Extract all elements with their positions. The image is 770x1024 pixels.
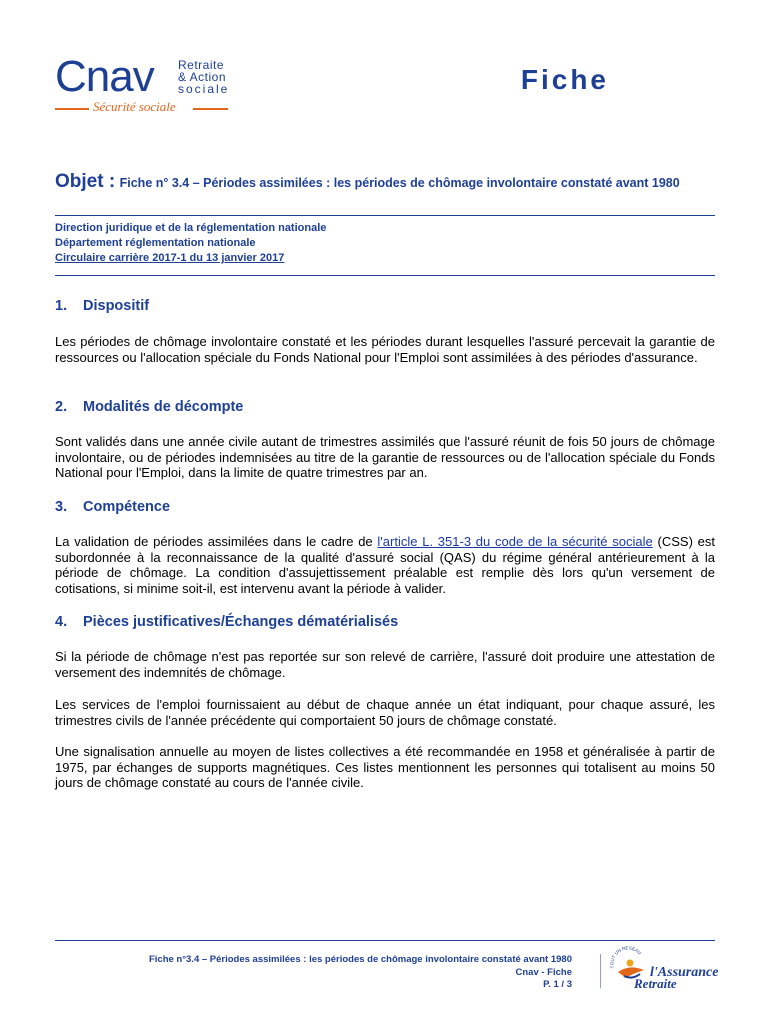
section-1-paragraph: Les périodes de chômage involontaire constaté et les périodes durant lesquelles l'assuré percevait la garantie de ressources ou l'allocation spéciale du Fonds National pour l'Emploi sont assimilées à des périodes d'assurance. [55, 334, 715, 365]
direction-line-1: Direction juridique et de la réglementation nationale [55, 222, 327, 234]
section-3-heading [55, 499, 170, 515]
footer-line-2: Cnav - Fiche [515, 966, 572, 978]
section-number: 3. [55, 499, 68, 515]
paragraph-text: La validation de périodes assimilées dans le cadre de [55, 534, 378, 549]
section-4-paragraph-1: Si la période de chômage n'est pas reportée sur son relevé de carrière, l'assuré doit produire une attestation de versement des indemnités de chômage. [55, 649, 715, 680]
section-4-heading [55, 614, 398, 630]
section-4-paragraph-3: Une signalisation annuelle au moyen de listes collectives a été recommandée en 1958 et généralisée à partir de 1975, par échanges de supports magnétiques. Ces listes mentionnent les personnes qui totalisent au moins 50 jours de chômage constaté au cours de l'année civile. [55, 744, 715, 791]
logo-brand: Cnav [55, 52, 154, 101]
section-title: Pièces justificatives/Échanges dématérialisés [83, 614, 399, 630]
section-title: Compétence [83, 499, 171, 515]
logo-line-right [193, 108, 228, 110]
section-number: 2. [55, 399, 68, 415]
footer-line-1: Fiche n°3.4 – Périodes assimilées : les périodes de chômage involontaire constaté avant 1980 [148, 954, 572, 965]
circulaire-link[interactable]: Circulaire carrière 2017-1 du 13 janvier 2017 [55, 252, 285, 264]
objet-text: Fiche n° 3.4 – Périodes assimilées : les périodes de chômage involontaire constaté avant 1980 [119, 176, 680, 190]
section-1-heading [55, 298, 149, 314]
paragraph-text: (CSS) est subordonnée à la reconnaissance de la qualité d'assuré social (QAS) du régime général antérieurement à la période de chômage. La condition d'assujettissement préalable est remplie dès lors qu'un versement de cotisations, si minime soit-il, est intervenu avant la période à valider. [55, 534, 715, 596]
footer-divider [55, 940, 715, 941]
section-3-paragraph [55, 534, 715, 596]
logo-text-1: l'Assurance [650, 965, 719, 980]
direction-line-2: Département réglementation nationale [55, 237, 256, 249]
section-2-paragraph: Sont validés dans une année civile autant de trimestres assimilés que l'assuré réunit de fois 50 jours de chômage involontaire, ou de périodes indemnisées au titre de la garantie de ressources ou de l'allocation spéciale du Fonds National pour l'Emploi, dans la limite de quatre trimestres par an. [55, 434, 715, 481]
section-title: Dispositif [83, 298, 150, 314]
footer-page-number: P. 1 / 3 [543, 979, 572, 990]
direction-block [55, 221, 326, 266]
section-number: 4. [55, 614, 68, 630]
logo-tagline-3: sociale [178, 82, 230, 96]
section-number: 1. [55, 298, 68, 314]
assurance-retraite-logo [600, 946, 730, 996]
cnav-logo [55, 52, 245, 120]
logo-arc-text-path: TOUT UN RÉSEAU [609, 946, 643, 969]
logo-subtitle: Sécurité sociale [93, 99, 176, 114]
objet-block [55, 171, 715, 192]
logo-tagline-2: & Action [178, 70, 227, 84]
section-2-heading [55, 399, 243, 415]
logo-tagline-1: Retraite [178, 58, 225, 72]
section-title: Modalités de décompte [83, 399, 244, 415]
direction-divider [55, 275, 715, 276]
objet-divider [55, 215, 715, 216]
document-type-title: Fiche [520, 64, 609, 95]
logo-line-left [55, 108, 89, 110]
objet-label: Objet : [55, 171, 116, 192]
logo-text-2: Retraite [634, 976, 677, 991]
section-4-paragraph-2: Les services de l'emploi fournissaient au début de chaque année un état indiquant, pour chaque assuré, les trimestres civils de l'année précédente qui comportaient 50 jours de chômage constaté. [55, 697, 715, 728]
logo-arc-text [609, 946, 642, 969]
footer-text [149, 954, 572, 992]
article-l351-3-link[interactable]: l'article L. 351-3 du code de la sécurité sociale [377, 534, 653, 549]
logo-figure-head [627, 960, 634, 967]
